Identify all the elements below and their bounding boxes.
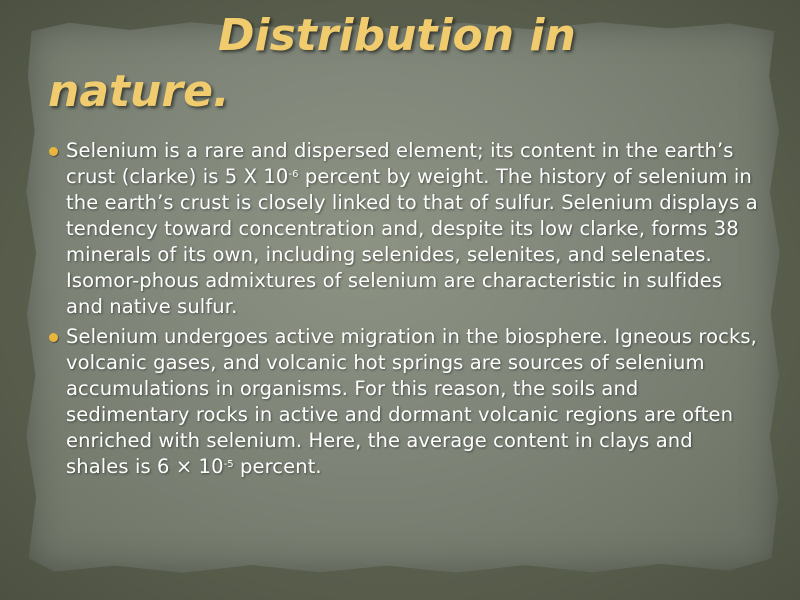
exponent: -6 (288, 169, 299, 180)
bullet-item-biosphere (48, 324, 758, 480)
bullet-list (48, 138, 758, 484)
exponent: -5 (223, 459, 234, 470)
slide-title: Distribution in nature. (48, 10, 576, 117)
bullet-item-clarke (48, 138, 758, 320)
bullet-marker-icon (49, 147, 58, 156)
bullet-text: Selenium is a rare and dispersed element; its content in the earth’s crust (clarke) is 5 X 10 (66, 139, 734, 188)
bullet-text-cont: percent. (233, 455, 322, 478)
bullet-text: Selenium undergoes active migration in the biosphere. Igneous rocks, volcanic gases, and volcanic hot springs are sources of selenium accumulations in organisms. For this reason, the soils and sedimentary rocks in active and dormant volcanic regions are often enriched with selenium. Here, the average content in clays and shales is 6 × 10 (66, 325, 757, 478)
bullet-text-cont: percent by weight. The history of selenium in the earth’s crust is closely linked to that of sulfur. Selenium displays a tendency toward concentration and, despite its low clarke, forms 38 minerals of its own, including selenides, selenites, and selenates. Isomor-phous admixtures of selenium are characteristic in sulfides and native sulfur. (66, 165, 758, 318)
bullet-marker-icon (49, 333, 58, 342)
